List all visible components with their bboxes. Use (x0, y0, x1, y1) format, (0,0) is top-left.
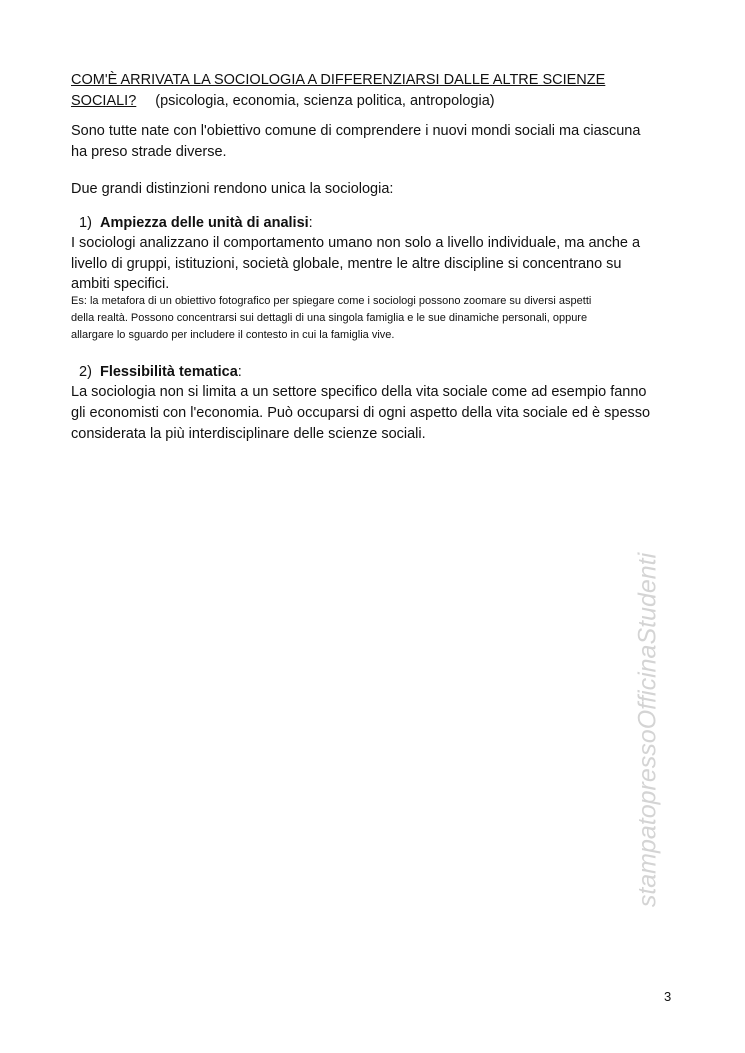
intro-line: Sono tutte nate con l'obiettivo comune di comprendere i nuovi mondi sociali ma ciascuna (71, 123, 641, 139)
colon: : (237, 364, 242, 380)
item-line: considerata la più interdisciplinare delle scienze sociali. (71, 426, 426, 442)
example-line: allargare lo sguardo per includere il contesto in cui la famiglia vive. (71, 329, 395, 341)
lead-text: Due grandi distinzioni rendono unica la sociologia: (71, 181, 394, 197)
page-number: 3 (664, 989, 672, 1004)
colon: : (308, 215, 313, 231)
item-heading: Ampiezza delle unità di analisi (99, 215, 309, 231)
item-heading: Flessibilità tematica (99, 364, 238, 380)
title-line-2-text: SOCIALI? (71, 93, 137, 109)
item-line: livello di gruppi, istituzioni, società globale, mentre le altre discipline si concentrano su (71, 256, 622, 272)
item-number: 1) (79, 215, 92, 231)
list-item-heading (79, 363, 242, 381)
intro-line: ha preso strade diverse. (71, 144, 227, 160)
item-number: 2) (79, 364, 92, 380)
example-line: Es: la metafora di un obiettivo fotografico per spiegare come i sociologi possono zoomare su diversi aspetti (71, 295, 592, 307)
title-subtitle: (psicologia, economia, scienza politica, antropologia) (155, 93, 495, 109)
item-line: gli economisti con l'economia. Può occuparsi di ogni aspetto della vita sociale ed è spesso (71, 405, 651, 421)
item-line: La sociologia non si limita a un settore specifico della vita sociale come ad esempio fanno (71, 384, 647, 400)
watermark: stampatopressoOfficinaStudenti (633, 552, 662, 908)
title-line-2 (71, 92, 495, 110)
example-line: della realtà. Possono concentrarsi sui dettagli di una singola famiglia e le sue dinamiche personali, oppure (71, 312, 588, 324)
list-item-heading (79, 214, 313, 232)
item-line: I sociologi analizzano il comportamento umano non solo a livello individuale, ma anche a (71, 235, 641, 251)
title-line-1: COM'È ARRIVATA LA SOCIOLOGIA A DIFFERENZIARSI DALLE ALTRE SCIENZE (71, 72, 606, 88)
item-line: ambiti specifici. (71, 276, 170, 292)
